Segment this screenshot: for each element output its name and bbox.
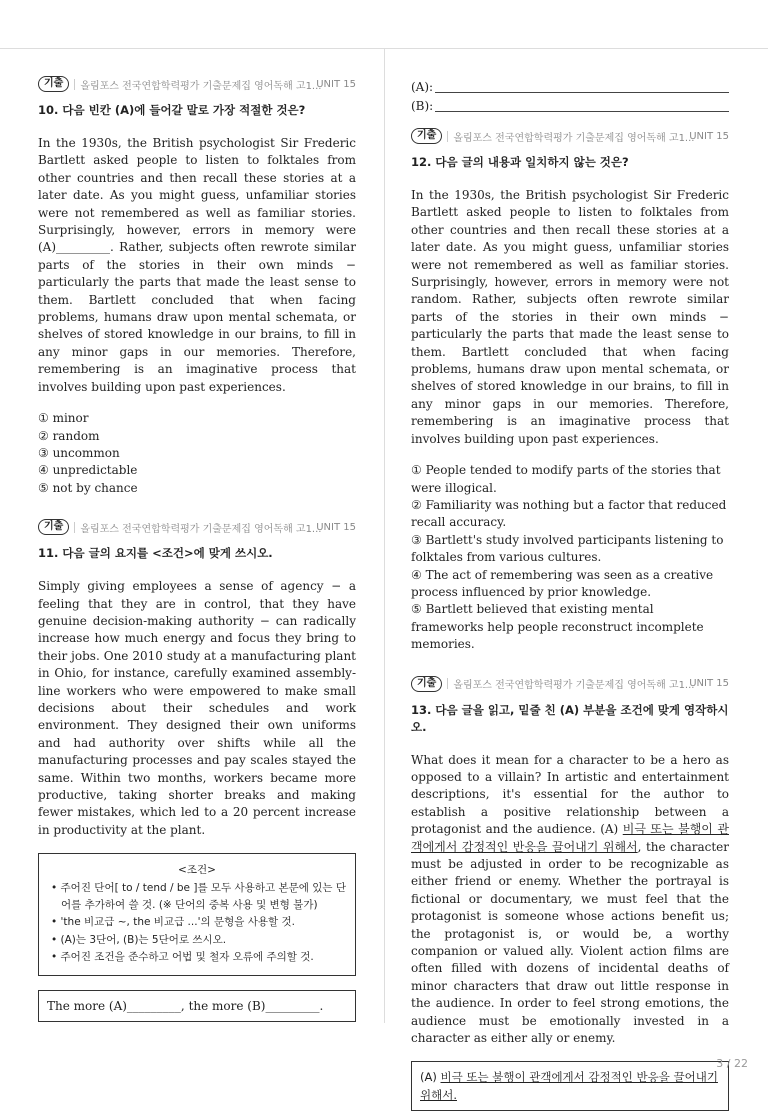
- condition-2: • 'the 비교급 ~, the 비교급 ...'의 문형을 사용할 것.: [51, 916, 295, 929]
- question-title: 10. 다음 빈칸 (A)에 들어갈 말로 가장 적절한 것은?: [38, 103, 306, 117]
- source-tag: [38, 519, 356, 535]
- right-column: [411, 78, 729, 1111]
- source-tag: [411, 128, 729, 144]
- line-b-label: (B):: [411, 99, 434, 113]
- unit-label: UNIT 15: [316, 78, 356, 90]
- answer-line-b[interactable]: [435, 97, 729, 112]
- answer-line-a[interactable]: [435, 78, 729, 93]
- question-10: [38, 76, 356, 497]
- passage: In the 1930s, the British psychologist Sir Frederic Bartlett asked people to listen to folktales from other countries and then recall these stories at a later date. As you might guess, unfamiliar stories were not remembered as well as familiar stories. Surprisingly, however, errors in memory were not random. Rather, subjects often rewrote similar parts of the stories in their own minds − particularly the parts that made the least sense to them. Bartlett concluded that when facing problems, humans draw upon mental schemata, or shelves of stored knowledge in our brains, to fill in any minor gaps in our memories. Therefore, remembering is an imaginative process that involves building upon past experiences.: [411, 188, 729, 446]
- passage: In the 1930s, the British psychologist Sir Frederic Bartlett asked people to listen to folktales from other countries and then recall these stories at a later date. As you might guess, unfamiliar stories were not remembered as well as familiar stories. Surprisingly, however, errors in memory were (A)_________. Rather, subjects often rewrote similar parts of the stories in their own minds − particularly the parts that made the least sense to them. Bartlett concluded that when facing problems, humans draw upon mental schemata, or shelves of stored knowledge in our brains, to fill in any minor gaps in our memories. Therefore, remembering is an imaginative process that involves building upon past experiences.: [38, 136, 356, 394]
- option-1: ① minor: [38, 411, 89, 426]
- options: [411, 462, 729, 653]
- option-2: ② Familiarity was nothing but a factor that reduced recall accuracy.: [411, 497, 727, 530]
- left-column: [38, 76, 356, 1022]
- option-3: ③ uncommon: [38, 445, 120, 460]
- unit-label: UNIT 15: [689, 678, 729, 690]
- condition-3: • (A)는 3단어, (B)는 5단어로 쓰시오.: [51, 933, 227, 946]
- answer-box[interactable]: The more (A)_________, the more (B)_________.: [38, 990, 356, 1022]
- column-divider: [384, 48, 385, 1023]
- passage: Simply giving employees a sense of agency − a feeling that they are in control, that they have genuine decision-making authority − can radically increase how much energy and focus they bring to their jobs. One 2010 study at a manufacturing plant in Ohio, for instance, carefully examined assembly-line workers who were empowered to make small decisions about their schedules and work environment. They designed their own uniforms and had authority over shifts while all the manufacturing processes and pay scales stayed the same. Within two months, workers became more productive, taking shorter breaks and making fewer mistakes, which led to a 20 percent increase in productivity at the plant.: [38, 579, 356, 837]
- underlined-phrase: 비극 또는 불행이 관객에게서 감정적인 반응을 끌어내기 위해서: [411, 822, 729, 854]
- option-2: ② random: [38, 428, 100, 443]
- source-text: 올림포스 전국연합학력평가 기출문제집 영어독해 고1...: [80, 80, 322, 92]
- answer-lines: [411, 78, 729, 116]
- question-13: [411, 676, 729, 1111]
- answer-box[interactable]: [411, 1061, 729, 1111]
- passage-end: , the character must be adjusted in order to be recognizable as either friend or enemy. Whether the portrayal is fictional or documentary, we must feel that the protagonist is someone whose actions benefit us; the protagonist is, or would be, a worthy companion or valued ally. Violent action films are often filled with dozens of incidental deaths of minor characters that draw out little response in the audience. In order to feel strong emotions, the audience must be emotionally invested in a character as either ally or enemy.: [411, 839, 729, 1046]
- source-tag: [38, 76, 356, 92]
- unit-label: UNIT 15: [316, 521, 356, 533]
- condition-1: • 주어진 단어[ to / tend / be ]를 모두 사용하고 본문에 있는 단어를 추가하여 쓸 것. (※ 단어의 중복 사용 및 변형 불가): [51, 881, 346, 912]
- question-11: [38, 519, 356, 1022]
- question-title: 12. 다음 글의 내용과 일치하지 않는 것은?: [411, 155, 629, 169]
- question-12: [411, 128, 729, 654]
- source-tag: [411, 676, 729, 692]
- source-text: 올림포스 전국연합학력평가 기출문제집 영어독해 고1...: [80, 523, 322, 535]
- unit-label: UNIT 15: [689, 130, 729, 142]
- box-label: (A): [420, 1070, 441, 1085]
- question-title: 13. 다음 글을 읽고, 밑줄 친 (A) 부분을 조건에 맞게 영작하시오.: [411, 702, 729, 734]
- option-5: ⑤ not by chance: [38, 480, 138, 495]
- source-text: 올림포스 전국연합학력평가 기출문제집 영어독해 고1...: [453, 680, 695, 692]
- badge: 기출: [411, 128, 442, 144]
- line-a-label: (A):: [411, 80, 434, 94]
- option-5: ⑤ Bartlett believed that existing mental frameworks help people reconstruct incomplete memories.: [411, 602, 704, 652]
- badge: 기출: [411, 676, 442, 692]
- box-phrase: 비극 또는 불행이 관객에게서 감정적인 반응을 끌어내기 위해서.: [420, 1070, 718, 1103]
- option-4: ④ The act of remembering was seen as a creative process influenced by prior knowledge.: [411, 567, 714, 599]
- passage: [411, 752, 729, 1048]
- badge: 기출: [38, 519, 69, 535]
- conditions-title: <조건>: [178, 864, 216, 877]
- option-3: ③ Bartlett's study involved participants listening to folktales from various cultures.: [411, 532, 724, 565]
- condition-4: • 주어진 조건을 준수하고 어법 및 철자 오류에 주의할 것.: [51, 951, 314, 964]
- option-1: ① People tended to modify parts of the stories that were illogical.: [411, 463, 721, 495]
- conditions-box: [38, 853, 356, 975]
- question-title: 11. 다음 글의 요지를 <조건>에 맞게 쓰시오.: [38, 546, 273, 561]
- passage-start: What does it mean for a character to be a hero as opposed to a villain? In artistic and entertainment descriptions, it's essential for the author to establish a positive relationship between a protagonist and the audience. (A): [411, 752, 729, 837]
- badge: 기출: [38, 76, 69, 92]
- options: [38, 410, 356, 497]
- option-4: ④ unpredictable: [38, 463, 138, 478]
- source-text: 올림포스 전국연합학력평가 기출문제집 영어독해 고1...: [453, 132, 695, 144]
- page-number: 3 / 22: [716, 1057, 748, 1070]
